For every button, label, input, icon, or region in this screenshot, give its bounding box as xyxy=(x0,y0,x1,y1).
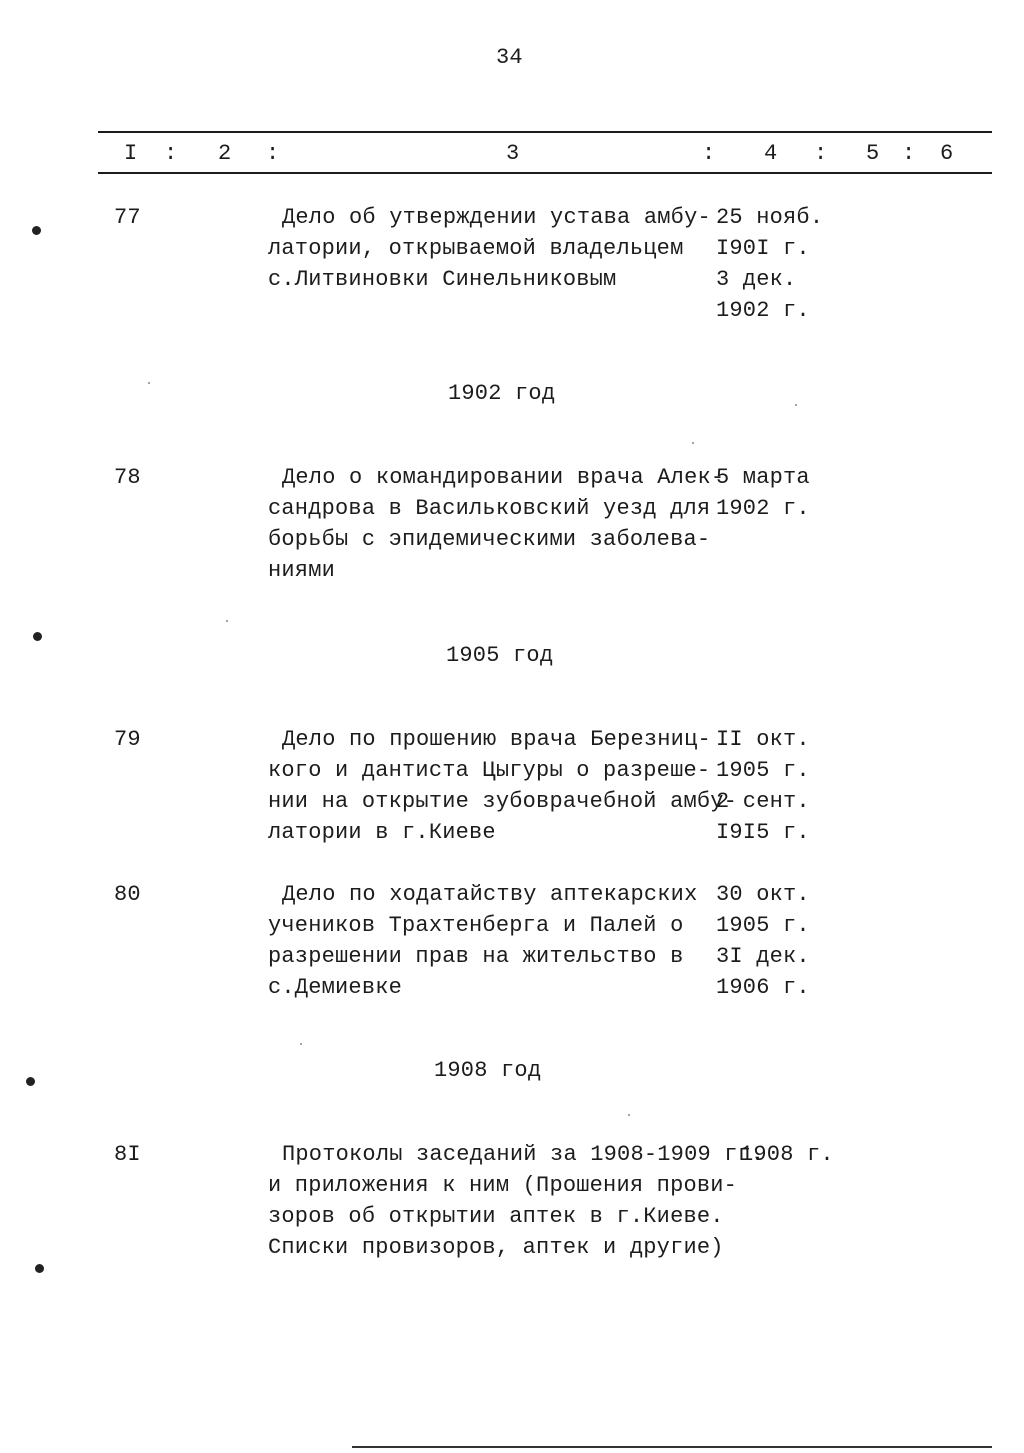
entry-description-line: борьбы с эпидемическими заболева- xyxy=(268,527,711,552)
entry-description-line: и приложения к ним (Прошения прови- xyxy=(268,1173,738,1198)
entry-description-line: зоров об открытии аптек в г.Киеве. xyxy=(268,1204,724,1229)
entry-description-line: латории, открываемой владельцем xyxy=(268,236,684,261)
entry-date-line: I9I5 г. xyxy=(716,820,810,845)
entry-date-line: 25 нояб. xyxy=(716,205,824,230)
scan-speck xyxy=(300,1043,302,1045)
entry-number: 79 xyxy=(114,727,141,752)
entry-date-line: 1906 г. xyxy=(716,975,810,1000)
header-col-1: I xyxy=(124,141,138,166)
entry-description-line: кого и дантиста Цыгуры о разреше- xyxy=(268,758,711,783)
entry-date-line: 3 дек. xyxy=(716,267,797,292)
entry-date-line: 30 окт. xyxy=(716,882,810,907)
scan-speck xyxy=(628,1114,630,1116)
entry-date-line: 1902 г. xyxy=(716,298,810,323)
entry-date-line: II окт. xyxy=(716,727,810,752)
entry-description-line: с.Литвиновки Синельниковым xyxy=(268,267,617,292)
entry-description-line: Дело об утверждении устава амбу- xyxy=(282,205,711,230)
header-sep: : xyxy=(902,141,916,166)
entry-number: 80 xyxy=(114,882,141,907)
header-col-4: 4 xyxy=(764,141,778,166)
binding-hole xyxy=(35,1264,44,1273)
scan-speck xyxy=(692,442,694,444)
header-bottom-rule xyxy=(98,172,992,174)
header-sep: : xyxy=(266,141,280,166)
scan-speck xyxy=(226,620,228,622)
entry-date-line: 1908 г. xyxy=(740,1142,834,1167)
entry-description-line: сандрова в Васильковский уезд для xyxy=(268,496,711,521)
header-col-5: 5 xyxy=(866,141,880,166)
header-col-3: 3 xyxy=(506,141,520,166)
entry-date-line: I90I г. xyxy=(716,236,810,261)
entry-description-line: Дело по ходатайству аптекарских xyxy=(282,882,698,907)
entry-description-line: разрешении прав на жительство в xyxy=(268,944,684,969)
year-heading: 1902 год xyxy=(448,381,556,406)
entry-description-line: учеников Трахтенберга и Палей о xyxy=(268,913,684,938)
header-sep: : xyxy=(164,141,178,166)
scan-speck xyxy=(148,382,150,384)
binding-hole xyxy=(32,226,41,235)
entry-description-line: Списки провизоров, аптек и другие) xyxy=(268,1235,724,1260)
scan-speck xyxy=(795,404,797,406)
binding-hole xyxy=(33,632,42,641)
entry-date-line: 3I дек. xyxy=(716,944,810,969)
header-col-6: 6 xyxy=(940,141,954,166)
entry-description-line: латории в г.Киеве xyxy=(268,820,496,845)
entry-date-line: 5 марта xyxy=(716,465,810,490)
year-heading: 1905 год xyxy=(446,643,554,668)
entry-number: 77 xyxy=(114,205,141,230)
entry-date-line: 1905 г. xyxy=(716,758,810,783)
entry-number: 78 xyxy=(114,465,141,490)
header-sep: : xyxy=(814,141,828,166)
year-heading: 1908 год xyxy=(434,1058,542,1083)
entry-description-line: Протоколы заседаний за 1908-1909 гг. xyxy=(282,1142,765,1167)
header-sep: : xyxy=(702,141,716,166)
entry-date-line: 1902 г. xyxy=(716,496,810,521)
entry-description-line: Дело по прошению врача Березниц- xyxy=(282,727,711,752)
entry-description-line: с.Демиевке xyxy=(268,975,403,1000)
entry-number: 8I xyxy=(114,1142,141,1167)
entry-description-line: Дело о командировании врача Алек- xyxy=(282,465,725,490)
entry-description-line: нии на открытие зубоврачебной амбу- xyxy=(268,789,738,814)
entry-description-line: ниями xyxy=(268,558,336,583)
header-col-2: 2 xyxy=(218,141,232,166)
entry-date-line: 1905 г. xyxy=(716,913,810,938)
header-top-rule xyxy=(98,131,992,133)
binding-hole xyxy=(26,1077,35,1086)
entry-date-line: 2 сент. xyxy=(716,789,810,814)
bottom-scan-line xyxy=(352,1446,992,1448)
page-number: 34 xyxy=(496,45,523,70)
